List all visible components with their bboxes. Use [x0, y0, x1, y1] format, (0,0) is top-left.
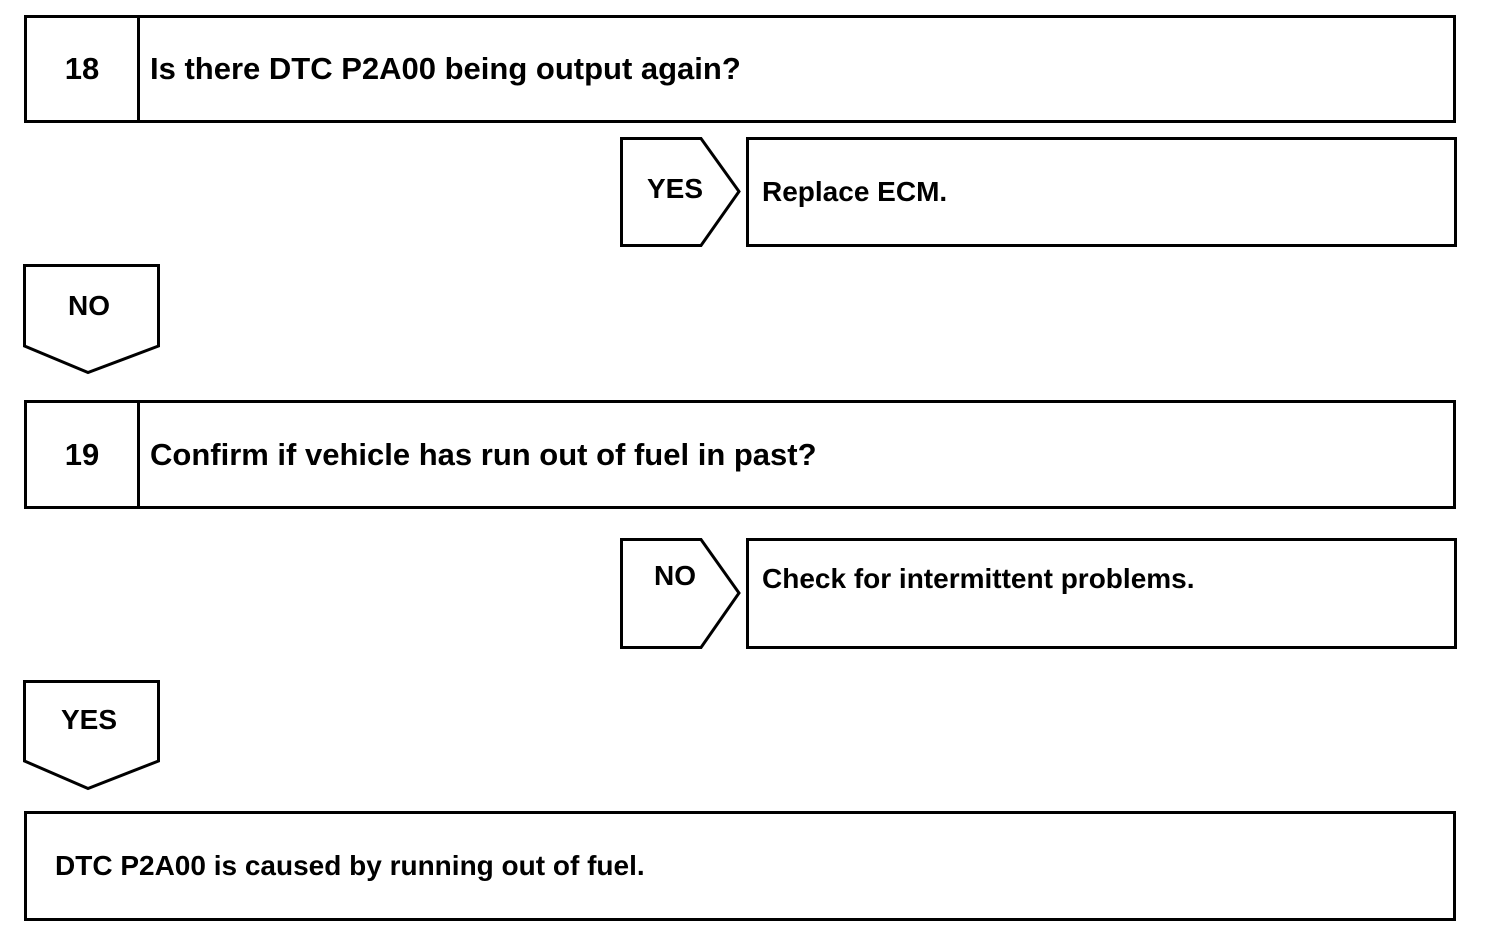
down-arrow-shape	[23, 680, 161, 792]
step-19-number: 19	[27, 403, 140, 506]
step-19-no-result: Check for intermittent problems.	[762, 563, 1195, 594]
right-arrow-shape	[620, 538, 742, 649]
step-19-no-result-box	[746, 538, 1457, 649]
step-18-number: 18	[27, 18, 140, 120]
step-18-yes-label: YES	[646, 173, 704, 204]
final-result-box	[24, 811, 1456, 921]
final-result-text: DTC P2A00 is caused by running out of fuel.	[55, 850, 645, 881]
step-19-box	[24, 400, 1456, 509]
step-18-box	[24, 15, 1456, 123]
step-18-yes-result: Replace ECM.	[762, 176, 948, 207]
step-18-yes-arrow	[620, 137, 742, 247]
step-18-no-arrow	[23, 264, 161, 376]
step-19-no-arrow	[620, 538, 742, 649]
step-18-question: Is there DTC P2A00 being output again?	[150, 51, 741, 86]
step-19-question: Confirm if vehicle has run out of fuel in past?	[150, 436, 817, 472]
step-19-yes-label: YES	[60, 704, 118, 735]
step-18-no-label: NO	[68, 290, 110, 321]
step-19-no-label: NO	[654, 560, 696, 591]
step-19-yes-arrow	[23, 680, 161, 792]
step-18-yes-result-box	[746, 137, 1457, 247]
